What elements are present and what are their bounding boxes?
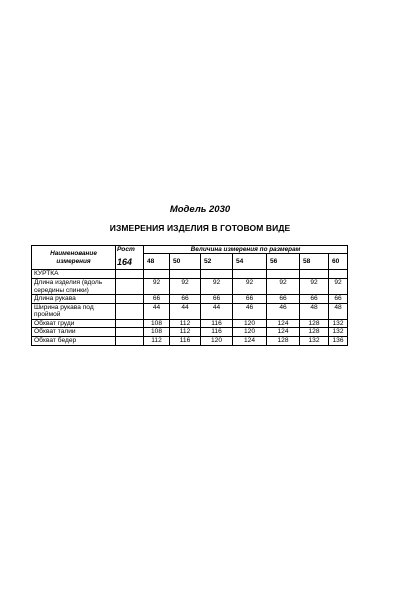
table-row (32, 319, 348, 328)
value-cell: 66 (144, 295, 170, 304)
size-header: 56 (267, 254, 300, 270)
value-cell: 66 (233, 295, 267, 304)
value-cell: 124 (267, 328, 300, 337)
size-header: 60 (329, 254, 348, 270)
value-cell: 46 (233, 303, 267, 319)
value-cell: 120 (201, 336, 233, 345)
value-cell: 116 (170, 336, 201, 345)
name-header: Наименование измерения (32, 246, 116, 270)
height-cell (116, 295, 144, 304)
row-label: Ширина рукава под проймой (32, 303, 116, 319)
row-label: Обхват талии (32, 328, 116, 337)
value-cell: 132 (300, 336, 329, 345)
table-row (32, 336, 348, 345)
size-header: 48 (144, 254, 170, 270)
size-header: 52 (201, 254, 233, 270)
measure-header: Величина измерения по размерам (144, 246, 348, 254)
value-cell: 116 (201, 319, 233, 328)
value-cell: 136 (329, 336, 348, 345)
row-label: Обхват бедер (32, 336, 116, 345)
value-cell: 108 (144, 328, 170, 337)
value-cell: 128 (300, 328, 329, 337)
row-label: Длина рукава (32, 295, 116, 304)
height-cell (116, 303, 144, 319)
value-cell: 66 (267, 295, 300, 304)
value-cell: 66 (201, 295, 233, 304)
value-cell: 66 (329, 295, 348, 304)
value-cell: 92 (201, 278, 233, 294)
size-header: 58 (300, 254, 329, 270)
value-cell: 116 (201, 328, 233, 337)
height-cell (116, 319, 144, 328)
value-cell: 66 (300, 295, 329, 304)
table-row (32, 328, 348, 337)
value-cell: 124 (267, 319, 300, 328)
value-cell: 132 (329, 328, 348, 337)
measurements-table (31, 245, 348, 346)
value-cell: 92 (144, 278, 170, 294)
table-row (32, 278, 348, 294)
value-cell: 92 (170, 278, 201, 294)
row-label: Обхват груди (32, 319, 116, 328)
height-cell (116, 328, 144, 337)
page-heading: ИЗМЕРЕНИЯ ИЗДЕЛИЯ В ГОТОВОМ ВИДЕ (109, 223, 291, 233)
value-cell: 44 (201, 303, 233, 319)
value-cell: 66 (170, 295, 201, 304)
value-cell: 120 (233, 328, 267, 337)
section-row (32, 270, 348, 279)
value-cell: 128 (267, 336, 300, 345)
value-cell: 120 (233, 319, 267, 328)
size-header: 50 (170, 254, 201, 270)
height-cell (116, 336, 144, 345)
value-cell: 124 (233, 336, 267, 345)
value-cell: 48 (329, 303, 348, 319)
height-cell (116, 278, 144, 294)
size-header: 54 (233, 254, 267, 270)
height-header (116, 246, 144, 270)
value-cell: 132 (329, 319, 348, 328)
value-cell: 92 (329, 278, 348, 294)
row-label: Длина изделия (вдоль середины спинки) (32, 278, 116, 294)
value-cell: 44 (144, 303, 170, 319)
value-cell: 44 (170, 303, 201, 319)
section-label: КУРТКА (32, 270, 116, 279)
value-cell: 112 (170, 328, 201, 337)
value-cell: 92 (233, 278, 267, 294)
value-cell: 108 (144, 319, 170, 328)
value-cell: 112 (170, 319, 201, 328)
table-row (32, 295, 348, 304)
table-row (32, 303, 348, 319)
value-cell: 128 (300, 319, 329, 328)
model-title: Модель 2030 (169, 204, 231, 215)
value-cell: 112 (144, 336, 170, 345)
value-cell: 92 (267, 278, 300, 294)
value-cell: 46 (267, 303, 300, 319)
header-row (32, 246, 348, 254)
value-cell: 92 (300, 278, 329, 294)
height-value: 164 (117, 256, 133, 267)
value-cell: 48 (300, 303, 329, 319)
height-label: Рост (117, 246, 135, 253)
